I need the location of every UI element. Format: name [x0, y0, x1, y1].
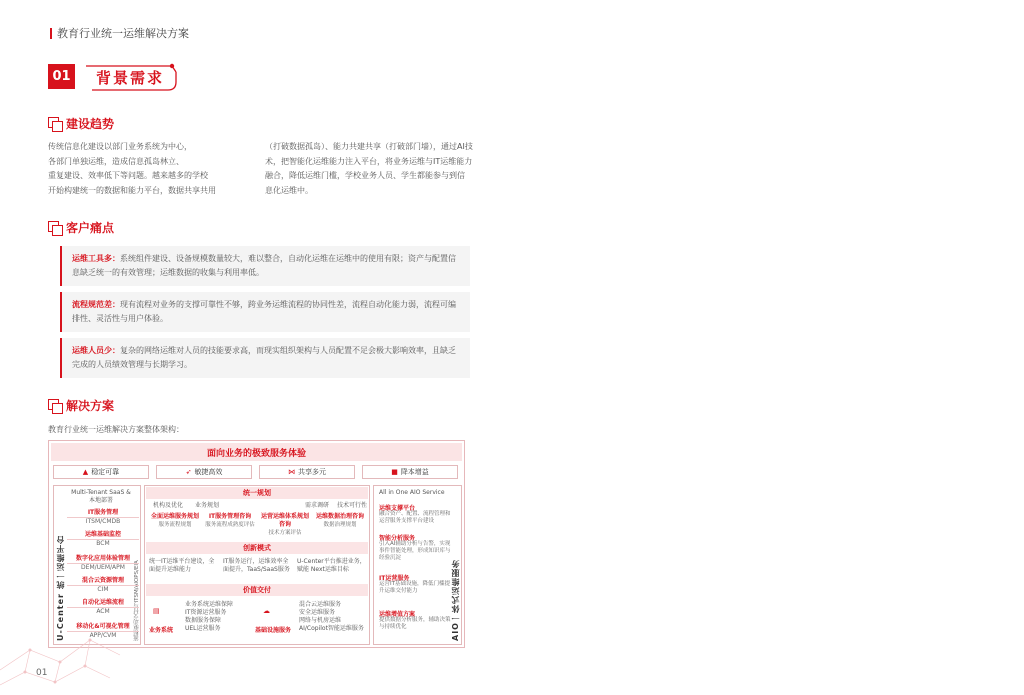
innovation-cell: U-Center平台推进业务，赋能 Next运维目标 [297, 558, 366, 573]
value-right-item: AI/Copilot智能运维服务 [299, 625, 364, 632]
trend-line: 息化运维中。 [265, 185, 313, 195]
right-item-sub: 运营IT基础设施，降低门槛提升运维交付能力 [379, 581, 450, 594]
plan-cell-title: 全面运维服务规划 [150, 513, 199, 520]
left-item-title: 数字化应用体验管理 [75, 555, 130, 562]
right-vertical-title: AIO一体式运维服务 [451, 559, 460, 641]
section-number: 01 [48, 64, 75, 89]
right-item-title: 智能分析服务 [379, 535, 416, 542]
heading-squares-icon [48, 399, 61, 412]
plan-head: 统一规划 [146, 487, 368, 499]
pain-text: 现有流程对业务的支撑可靠性不够，跨业务运维流程的协同性差，流程自动化能力弱，流程可编排性、灵活性与用户体验。 [72, 300, 456, 323]
right-item-title: 运维增值方案 [379, 611, 416, 618]
arch-title: 面向业务的极致服务体验 [51, 443, 462, 461]
right-item-sub: 引入AI辅助分析与告警，实现事件智能处理，形成知识库与经验沉淀 [379, 541, 451, 561]
plan-cell [149, 513, 201, 529]
right-top-label: All in One AIO Service [379, 489, 445, 496]
pain-point-2 [60, 292, 470, 332]
plan-cell-sub: 技术方案评估 [268, 530, 302, 536]
value-head: 价值交付 [146, 584, 368, 596]
left-item-title: 混合云资源管理 [81, 577, 124, 584]
plan-row-item: 需求调研 [305, 502, 330, 509]
left-item-sub: ITSM/CMDB [67, 517, 139, 526]
left-item-title: IT服务管理 [87, 509, 119, 516]
document-header [50, 25, 189, 41]
header-accent-bar [50, 28, 52, 39]
left-top-label: Multi-Tenant SaaS & 本地部署 [71, 489, 131, 504]
value-right-item: 网络与机房运维 [299, 617, 342, 624]
left-item [67, 555, 139, 572]
left-sub-vertical: 流程驱动交付与ITSM/AIOPS/EIA [134, 560, 140, 641]
left-item-sub: BCM [67, 539, 139, 548]
left-item [67, 509, 139, 526]
plan-cell-sub: 服务流程成熟度评估 [205, 522, 255, 528]
left-item-sub: DEM/UEM/APM [67, 563, 139, 572]
page-number: 01 [36, 668, 48, 678]
arch-tab-cost [362, 465, 458, 479]
arch-tab-label: 降本增益 [400, 468, 429, 476]
arch-tab-label: 共享多元 [298, 468, 326, 476]
pain-point-1 [60, 246, 470, 286]
plan-cell-title: IT服务管理咨询 [208, 513, 252, 520]
plan-cell-title: 运营运维体系规划咨询 [260, 513, 309, 528]
pain-heading [48, 219, 114, 236]
trend-line: 开始构建统一的数据和能力平台，数据共享共用 [48, 185, 216, 195]
right-item-title: 运维支撑平台 [379, 505, 416, 512]
value-left-item: 业务系统运维保障 [185, 601, 234, 608]
left-item-title: 自动化运维流程 [81, 599, 124, 606]
arch-tab-label: 敏捷高效 [194, 468, 223, 476]
left-item-title: 移动化&可视化管理 [76, 623, 130, 630]
pain-text: 系统组件建设、设备规模数量较大，难以整合，自动化运维在运维中的使用有限；资产与配置信息缺乏统一的有效管理；运维数据的收集与利用率低。 [72, 254, 456, 277]
trend-heading [48, 115, 114, 132]
pain-label: 流程规范差： [72, 300, 120, 309]
innovation-cell: IT服务运行，运维效率全面提升，TaaS/SaaS服务 [223, 558, 290, 573]
innovation-cell: 统一IT运维平台建设，全面提升运维能力 [149, 558, 215, 573]
plan-cell-title: 运维数据治理咨询 [315, 513, 364, 520]
trend-line: 重复建设、效率低下等问题。越来越多的学校 [48, 171, 208, 180]
architecture-intro: 教育行业统一运维解决方案整体架构： [48, 425, 184, 434]
share-icon: ⋈ [288, 468, 295, 476]
header-title: 教育行业统一运维解决方案 [57, 27, 189, 40]
plan-cell [259, 513, 311, 537]
arch-tab-label: 稳定可靠 [91, 468, 120, 476]
coin-icon: ■ [391, 468, 398, 476]
plan-cell-sub: 服务流程规划 [158, 522, 192, 528]
trend-column-1 [48, 140, 258, 198]
left-item-title: 运维基础监控 [84, 531, 121, 538]
solution-heading [48, 397, 114, 414]
arch-tab-share [259, 465, 355, 479]
decorative-network-lines [0, 600, 130, 695]
left-item-sub: APP/CVM [67, 631, 139, 640]
trend-column-2 [265, 140, 475, 198]
server-icon: ▤ [153, 607, 160, 615]
right-item-sub: 提供数据分析服务，辅助决策与持续优化 [379, 617, 451, 630]
left-vertical-title: U-Center 统一运维平台 [56, 535, 65, 641]
trend-line: 各部门单独运维，造成信息孤岛林立、 [48, 156, 184, 166]
right-item-sub: 融合资产、配置、流程管理和运营服务支撑平台建设 [379, 511, 451, 524]
value-right-label: 基础设施服务 [255, 627, 292, 634]
plan-row-item: 业务规划 [195, 502, 220, 509]
arch-tab-stable [53, 465, 149, 479]
plan-cell [314, 513, 366, 529]
pain-label: 运维工具多： [72, 254, 120, 263]
plan-row-item: 技术可行性 [337, 502, 368, 509]
solution-heading-text: 解决方案 [66, 399, 115, 413]
value-left-item: IT资源运营服务 [185, 609, 227, 616]
innovation-head: 创新模式 [146, 542, 368, 554]
pain-point-3 [60, 338, 470, 378]
trend-line: 融合，降低运维门槛，学校业务人员、学生都能参与到信 [265, 171, 465, 180]
value-left-item: 数据服务保障 [185, 617, 222, 624]
left-item [67, 531, 139, 548]
pain-heading-text: 客户痛点 [66, 221, 115, 235]
right-item-title: IT运营服务 [379, 575, 410, 582]
trend-line: 术，把智能化运维能力注入平台，将业务运维与IT运维能力 [265, 156, 473, 166]
value-left-item: UEL运营服务 [185, 625, 221, 632]
value-right-item: 安全运维服务 [299, 609, 336, 616]
arch-tab-agile [156, 465, 252, 479]
trend-line: 传统信息化建设以部门业务系统为中心， [48, 142, 192, 151]
cloud-icon: ☁ [263, 607, 270, 615]
shield-icon: ▲ [82, 468, 89, 476]
plan-cell-sub: 数据治理规划 [323, 522, 357, 528]
value-left-list [185, 601, 251, 633]
pain-text: 复杂的网络运维对人员的技能要求高，而现实组织架构与人员配置不足会极大影响效率，且缺乏完成的人员绩效管理与长期学习。 [72, 346, 456, 369]
trend-line: （打破数据孤岛）、能力共建共享（打破部门墙），通过AI技 [265, 142, 473, 151]
left-item-sub: CIM [67, 585, 139, 594]
plan-cell [204, 513, 256, 529]
pain-label: 运维人员少： [72, 346, 120, 355]
heading-squares-icon [48, 117, 61, 130]
heading-squares-icon [48, 221, 61, 234]
left-item [67, 577, 139, 594]
value-right-item: 混合云运维服务 [299, 601, 342, 608]
rocket-icon: ➶ [185, 468, 192, 476]
plan-row-item: 机构及优化 [153, 502, 184, 509]
value-right-list [299, 601, 369, 633]
value-left-label: 业务系统 [149, 627, 174, 634]
trend-heading-text: 建设趋势 [66, 117, 115, 131]
section-title: 背景需求 [96, 69, 165, 87]
left-item-sub: ACM [67, 607, 139, 616]
